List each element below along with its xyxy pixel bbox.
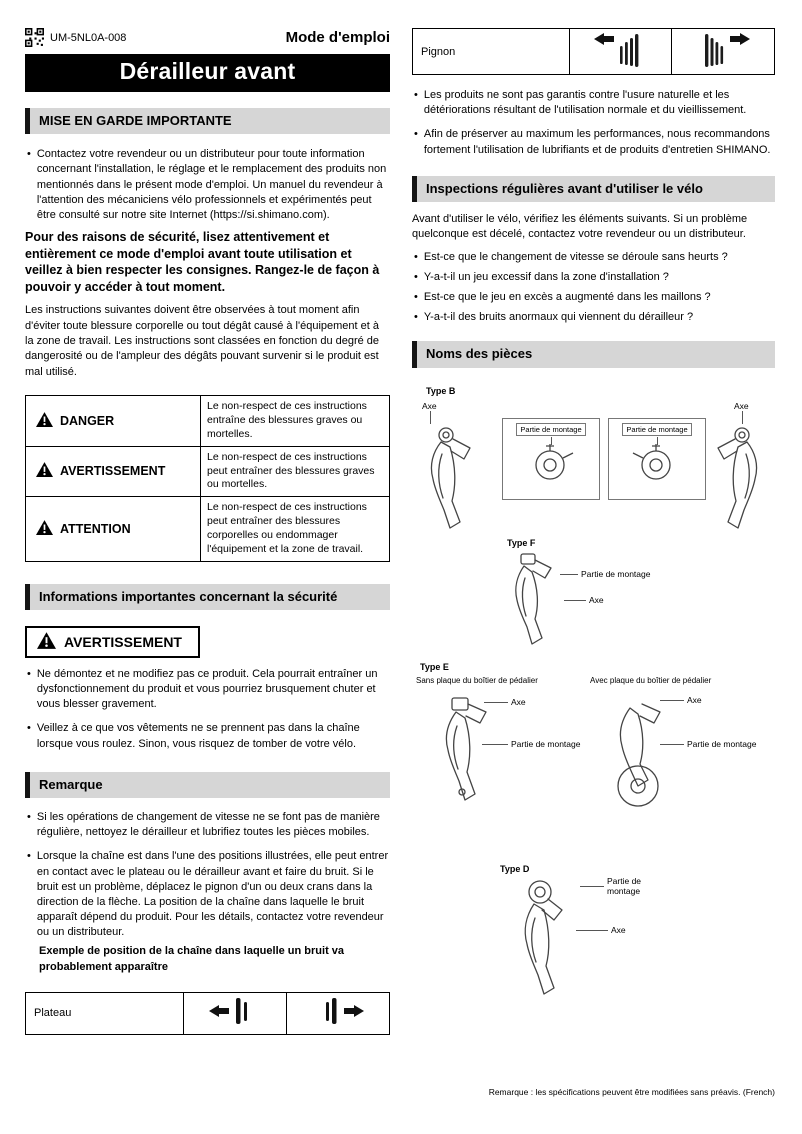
leader-line — [484, 702, 508, 703]
section-remarque-title: Remarque — [25, 772, 390, 798]
warning-triangle-icon — [36, 520, 53, 538]
mount-detail-box-right — [608, 418, 706, 500]
maintenance-bullet-text: • Afin de préserver au maximum les performances, nous recommandons fortement l'utilisation de lubrifiants et de produits d'entretien SHIMANO. — [423, 128, 771, 156]
table-row — [413, 29, 775, 75]
page-title: Dérailleur avant — [25, 54, 390, 92]
noise-example-note: Exemple de position de la chaîne dans laquelle un bruit va probablement apparaître — [39, 945, 345, 973]
axe-label: Axe — [511, 696, 526, 707]
mount-detail-box-left — [502, 418, 600, 500]
mount-label: Partie de montage — [687, 738, 757, 749]
section-safety-info-title: Informations importantes concernant la sécurité — [25, 584, 390, 610]
warning-triangle-icon — [36, 462, 53, 480]
instructions-paragraph: Les instructions suivantes doivent être observées à tout moment afin d'éviter toute blessure corporelle ou tout dégât causé à l'équipement et à la zone de travail. Les instructions sont classées en fonction du degré de dangerosité ou de l'ampleur des dégâts pouvant survenir si le produit est mal utilisé. — [25, 304, 380, 378]
plateau-noise-table — [25, 992, 390, 1035]
remarque-bullet-text: • Si les opérations de changement de vitesse ne se font pas de manière régulière, nettoyez le dérailleur et lubrifiez toutes les pièces mobiles. — [36, 811, 380, 839]
document-number: UM-5NL0A-008 — [50, 31, 127, 44]
document-type: Mode d'emploi — [285, 29, 390, 46]
warning-box-label: AVERTISSEMENT — [64, 633, 182, 650]
chainring-position-icon-right — [287, 992, 390, 1034]
hazard-label: ATTENTION — [60, 521, 131, 536]
axe-label: Axe — [589, 594, 604, 605]
type-e-label: Type E — [420, 661, 449, 672]
front-derailleur-art-e-left — [426, 692, 506, 815]
leader-line — [660, 700, 684, 701]
inspection-item — [412, 310, 775, 325]
hazard-levels-table — [25, 395, 390, 562]
clamp-art — [524, 474, 578, 491]
axe-label: Axe — [687, 694, 702, 705]
mount-label: Partie de montage — [607, 875, 642, 896]
chainring-position-icon-left — [184, 992, 287, 1034]
axe-label: Axe — [422, 400, 437, 411]
safety-bold-paragraph: Pour des raisons de sécurité, lisez attentivement et entièrement ce mode d'emploi avant toute utilisation et veillez à bien respecter les consignes. Rangez-le de façon à pouvoir y accéder à tout moment. — [25, 230, 380, 294]
diagram-type-e — [412, 662, 775, 864]
document-header — [25, 28, 390, 47]
pignon-noise-table — [412, 28, 775, 75]
leader-line — [660, 744, 684, 745]
table-row — [26, 497, 390, 561]
warranty-bullet-text: • Les produits ne sont pas garantis contre l'usure naturelle et les détériorations résultant de l'utilisation normale et du vieillissement. — [423, 89, 747, 117]
section-important-notice-title: MISE EN GARDE IMPORTANTE — [25, 108, 390, 134]
leader-line — [657, 437, 658, 445]
diagram-type-b — [412, 386, 775, 538]
diagram-type-f — [412, 538, 775, 662]
diagram-type-d — [412, 864, 775, 1042]
remarque-bullet-text: • Lorsque la chaîne est dans l'une des positions illustrées, elle peut entrer en contact avec le plateau ou le dérailleur avant et faire du bruit. Si le bruit est un problème, déplacez le pignon d'un ou deux crans dans la direction de la flèche. La position de la chaîne dans laquelle le bruit apparaît dépend du produit. Pour les détails, contactez votre revendeur ou un distributeur. — [36, 850, 389, 939]
mount-label: Partie de montage — [516, 423, 585, 436]
right-column — [412, 0, 775, 1042]
inspection-item — [412, 290, 775, 305]
table-row — [26, 446, 390, 497]
front-derailleur-art-b-right — [698, 422, 776, 537]
sprocket-position-icon-right — [672, 29, 775, 75]
axe-label: Axe — [734, 400, 749, 411]
safety-bullet — [25, 667, 390, 713]
mount-label: Partie de montage — [622, 423, 691, 436]
leader-line — [564, 600, 586, 601]
leader-line — [482, 744, 508, 745]
leader-line — [576, 930, 608, 931]
hazard-text: Le non-respect de ces instructions entraîne des blessures graves ou mortelles. — [201, 396, 390, 447]
qr-code-icon — [25, 28, 44, 47]
important-notice-bullet — [25, 147, 390, 223]
type-e-caption-right: Avec plaque du boîtier de pédalier — [590, 675, 712, 685]
mount-label: Partie de montage — [511, 738, 581, 749]
remarque-bullet — [25, 849, 390, 940]
front-derailleur-art-e-right — [598, 690, 686, 817]
maintenance-bullet — [412, 127, 775, 157]
table-row — [26, 992, 390, 1034]
section-part-names-title: Noms des pièces — [412, 341, 775, 367]
mount-label: Partie de montage — [581, 568, 651, 579]
type-e-caption-left: Sans plaque du boîtier de pédalier — [416, 675, 538, 685]
inspection-item-text: • Y-a-t-il des bruits anormaux qui viennent du dérailleur ? — [423, 311, 694, 324]
hazard-label: AVERTISSEMENT — [60, 464, 166, 479]
inspection-item-text: • Est-ce que le jeu en excès a augmenté dans les maillons ? — [423, 291, 711, 304]
inspection-item — [412, 250, 775, 265]
front-derailleur-art-d — [504, 876, 586, 1009]
section-inspections-title: Inspections régulières avant d'utiliser le vélo — [412, 176, 775, 202]
sprocket-position-icon-left — [569, 29, 672, 75]
footer-note: Remarque : les spécifications peuvent être modifiées sans préavis. (French) — [488, 1087, 775, 1097]
safety-bullet — [25, 721, 390, 751]
hazard-text: Le non-respect de ces instructions peut entraîner des blessures graves ou mortelles. — [201, 446, 390, 497]
important-notice-bullet-text: • Contactez votre revendeur ou un distributeur pour toute information concernant l'installation, le réglage et le remplacement des produits non mentionnés dans le présent mode d'emploi. Un manuel du revendeur à l'attention des mécaniciens vélo professionnels et expérimentés peut être consulté sur notre site Internet (https://si.shimano.com). — [36, 148, 387, 221]
inspection-item-text: • Y-a-t-il un jeu excessif dans la zone d'installation ? — [423, 270, 669, 283]
inspection-item — [412, 270, 775, 285]
safety-bullet-text: • Ne démontez et ne modifiez pas ce produit. Cela pourrait entraîner un dysfonctionnement du produit et vous pourriez brusquement chuter et vous blesser gravement. — [36, 667, 378, 711]
safety-bullet-text: • Veillez à ce que vos vêtements ne se prennent pas dans la chaîne lorsque vous roulez. Sinon, vous risquez de tomber de votre vélo. — [36, 722, 360, 750]
front-derailleur-art-b-left — [412, 422, 490, 537]
table-row — [26, 396, 390, 447]
warning-triangle-icon — [36, 412, 53, 430]
inspections-intro: Avant d'utiliser le vélo, vérifiez les éléments suivants. Si un problème quelconque est décelé, contactez votre revendeur ou un distributeur. — [412, 212, 748, 241]
type-f-label: Type F — [507, 537, 536, 548]
left-column — [25, 0, 390, 1035]
clamp-art — [630, 474, 684, 491]
axe-label: Axe — [611, 924, 626, 935]
pignon-label: Pignon — [413, 29, 570, 75]
leader-line — [560, 574, 578, 575]
type-b-label: Type B — [426, 385, 456, 396]
hazard-label: DANGER — [60, 413, 115, 428]
type-d-label: Type D — [500, 863, 530, 874]
leader-line — [580, 886, 604, 887]
warning-box — [25, 626, 200, 658]
inspection-item-text: • Est-ce que le changement de vitesse se déroule sans heurts ? — [423, 250, 728, 263]
warranty-bullet — [412, 88, 775, 118]
leader-line — [551, 437, 552, 445]
remarque-bullet — [25, 810, 390, 840]
plateau-label: Plateau — [26, 992, 184, 1034]
warning-triangle-icon — [37, 632, 56, 652]
hazard-text: Le non-respect de ces instructions peut entraîner des blessures corporelles ou endommager l'équipement et la zone de travail. — [201, 497, 390, 561]
front-derailleur-art-f — [497, 550, 563, 657]
